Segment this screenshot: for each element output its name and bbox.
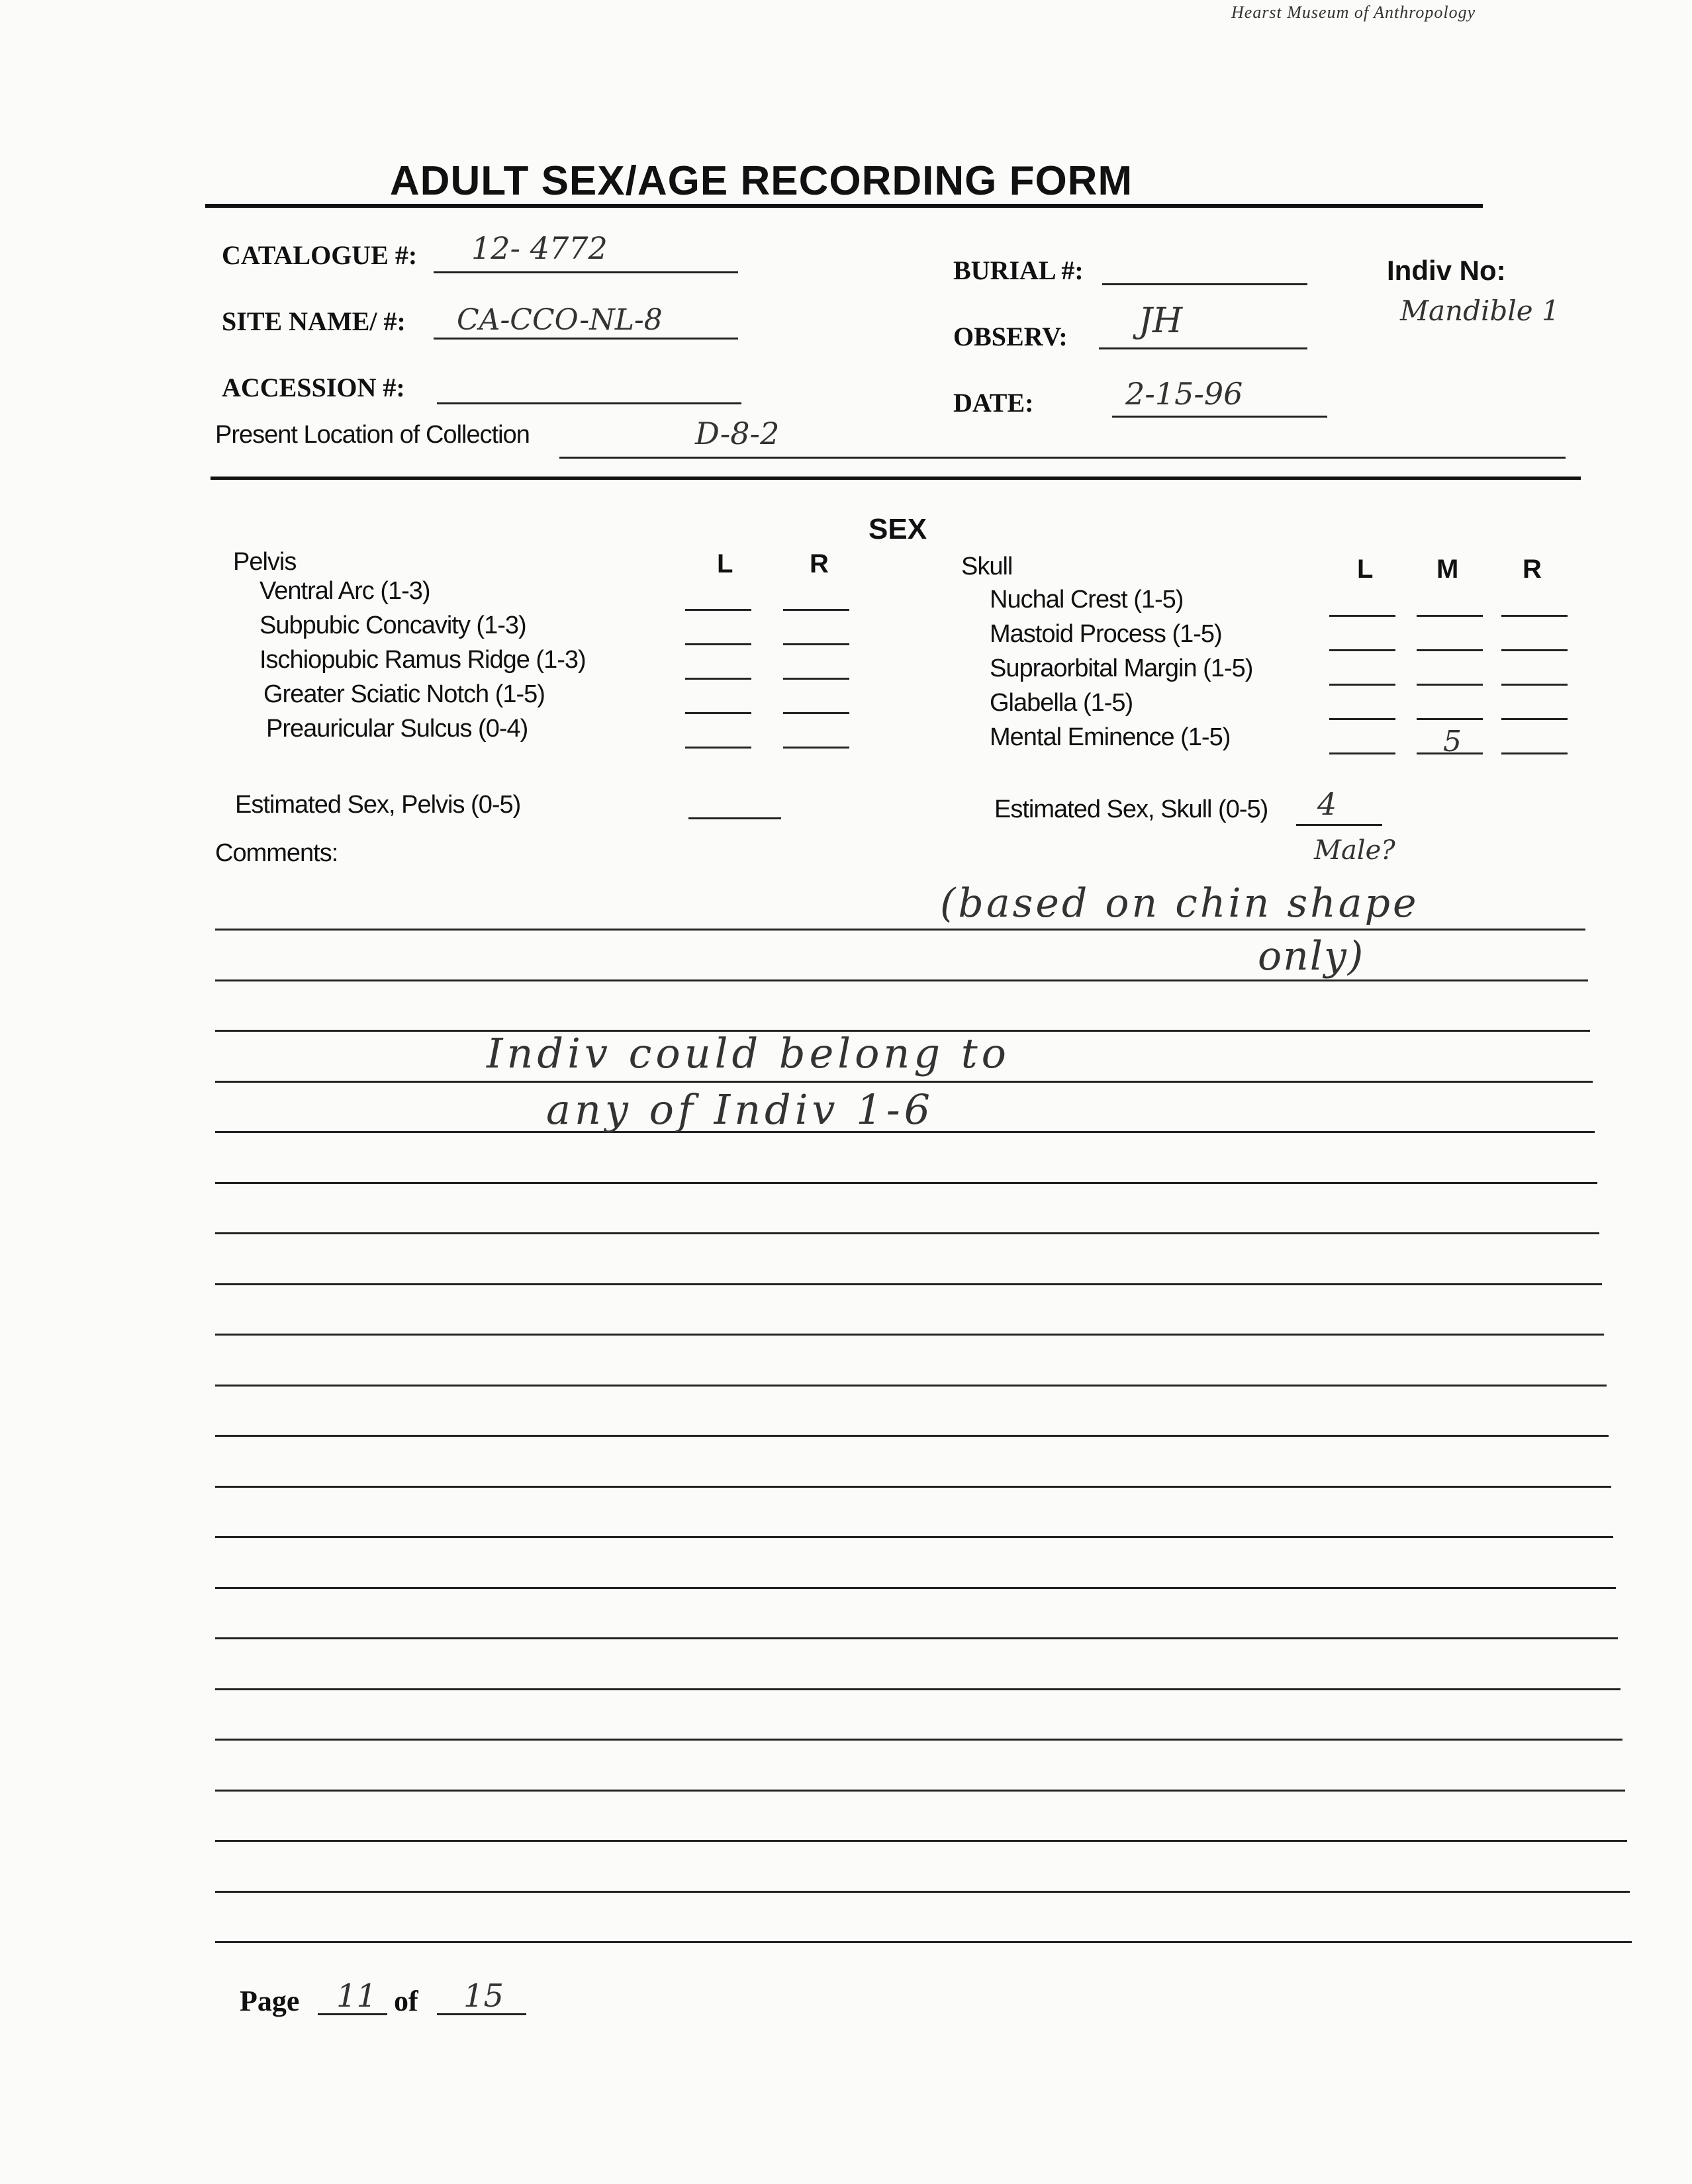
pelvis-l-field[interactable] (685, 643, 751, 645)
skull-label: Skull (961, 553, 1013, 580)
skull-m-field[interactable] (1417, 684, 1483, 686)
pelvis-r-field[interactable] (783, 678, 849, 680)
skull-col-r: R (1523, 555, 1542, 584)
pelvis-r-field[interactable] (783, 747, 849, 749)
pelvis-r-field[interactable] (783, 609, 849, 611)
comment-line[interactable] (215, 1334, 1604, 1336)
location-label: Present Location of Collection (215, 421, 530, 449)
skull-row-label: Glabella (1-5) (990, 689, 1133, 717)
comment-note-line1: (based on chin shape (940, 880, 1419, 927)
comment-line[interactable] (215, 1536, 1613, 1538)
sex-heading: SEX (869, 513, 927, 545)
page-of-label: of (394, 1985, 418, 2017)
date-value: 2-15-96 (1125, 376, 1243, 412)
comment-line[interactable] (215, 1688, 1621, 1690)
skull-row-label: Mastoid Process (1-5) (990, 620, 1222, 648)
comments-label: Comments: (215, 839, 338, 867)
comment-line[interactable] (215, 929, 1585, 931)
pelvis-row-label: Subpubic Concavity (1-3) (259, 612, 526, 639)
pelvis-l-field[interactable] (685, 747, 751, 749)
comment-line[interactable] (215, 1232, 1599, 1234)
pelvis-row-label: Ventral Arc (1-3) (259, 577, 430, 605)
accession-label: ACCESSION #: (222, 373, 405, 402)
burial-label: BURIAL #: (953, 255, 1084, 285)
estimated-sex-skull-label: Estimated Sex, Skull (0-5) (994, 796, 1268, 823)
pelvis-r-field[interactable] (783, 643, 849, 645)
comment-line[interactable] (215, 1941, 1632, 1943)
catalogue-field[interactable] (434, 271, 738, 273)
skull-r-field[interactable] (1501, 615, 1568, 617)
skull-row-label: Supraorbital Margin (1-5) (990, 655, 1253, 682)
skull-r-field[interactable] (1501, 718, 1568, 720)
accession-field[interactable] (437, 402, 741, 404)
indiv-label: Indiv No: (1387, 255, 1506, 286)
skull-col-l: L (1357, 555, 1374, 584)
comment-line[interactable] (215, 1182, 1597, 1184)
catalogue-label: CATALOGUE #: (222, 240, 418, 270)
skull-l-field[interactable] (1329, 649, 1395, 651)
location-field[interactable] (559, 457, 1566, 459)
estimated-sex-skull-value: 4 (1317, 786, 1337, 822)
comment-line[interactable] (215, 1435, 1609, 1437)
skull-m-field[interactable] (1417, 649, 1483, 651)
pelvis-l-field[interactable] (685, 678, 751, 680)
site-name-value: CA-CCO-NL-8 (457, 303, 663, 337)
estimated-sex-skull-note: Male? (1314, 835, 1395, 866)
museum-stamp: Hearst Museum of Anthropology (1231, 3, 1476, 22)
skull-r-field[interactable] (1501, 684, 1568, 686)
skull-m-field[interactable] (1417, 718, 1483, 720)
pelvis-row-label: Ischiopubic Ramus Ridge (1-3) (259, 646, 586, 674)
page-value: 11 (336, 1978, 377, 2015)
pelvis-r-field[interactable] (783, 712, 849, 714)
comment-line[interactable] (215, 1385, 1607, 1387)
skull-l-field[interactable] (1329, 684, 1395, 686)
site-name-label: SITE NAME/ #: (222, 306, 406, 336)
estimated-sex-pelvis-field[interactable] (688, 817, 781, 819)
skull-l-field[interactable] (1329, 752, 1395, 754)
comment-line[interactable] (215, 1739, 1622, 1741)
skull-col-m: M (1436, 555, 1459, 584)
comment-line[interactable] (215, 1840, 1627, 1842)
skull-r-field[interactable] (1501, 649, 1568, 651)
comment-note-line2: only) (1258, 933, 1365, 979)
skull-l-field[interactable] (1329, 718, 1395, 720)
comment-line[interactable] (215, 979, 1588, 981)
comment-line[interactable] (215, 1486, 1611, 1488)
comment-line[interactable] (215, 1891, 1630, 1893)
comment-line[interactable] (215, 1081, 1593, 1083)
catalogue-value: 12- 4772 (471, 230, 608, 266)
pelvis-col-r: R (810, 549, 829, 578)
skull-m-value: 5 (1443, 725, 1462, 758)
comment-line[interactable] (215, 1790, 1625, 1792)
estimated-sex-pelvis-label: Estimated Sex, Pelvis (0-5) (235, 791, 521, 819)
title-rule (205, 204, 1483, 208)
skull-l-field[interactable] (1329, 615, 1395, 617)
estimated-sex-skull-field[interactable] (1296, 824, 1382, 826)
date-field[interactable] (1112, 416, 1327, 418)
location-value: D-8-2 (695, 416, 780, 451)
burial-field[interactable] (1102, 283, 1307, 285)
date-label: DATE: (953, 388, 1034, 418)
observer-label: OBSERV: (953, 322, 1068, 351)
skull-row-label: Nuchal Crest (1-5) (990, 586, 1184, 614)
skull-row-label: Mental Eminence (1-5) (990, 723, 1231, 751)
form-title: ADULT SEX/AGE RECORDING FORM (389, 158, 1133, 204)
comment-line[interactable] (215, 1587, 1616, 1589)
observer-field[interactable] (1099, 347, 1307, 349)
site-name-field[interactable] (434, 338, 738, 340)
observer-value: JH (1139, 301, 1183, 341)
header-rule (211, 477, 1581, 480)
comment-text-line1: Indiv could belong to (487, 1029, 1010, 1077)
pelvis-col-l: L (717, 549, 733, 578)
pelvis-l-field[interactable] (685, 609, 751, 611)
pelvis-row-label: Preauricular Sulcus (0-4) (266, 715, 528, 743)
indiv-value: Mandible 1 (1400, 295, 1560, 327)
pelvis-row-label: Greater Sciatic Notch (1-5) (263, 680, 545, 708)
skull-m-field[interactable] (1417, 615, 1483, 617)
skull-r-field[interactable] (1501, 752, 1568, 754)
pelvis-label: Pelvis (233, 548, 297, 576)
pelvis-l-field[interactable] (685, 712, 751, 714)
comment-line[interactable] (215, 1283, 1602, 1285)
page-total-value: 15 (463, 1978, 504, 2015)
comment-line[interactable] (215, 1637, 1618, 1639)
comment-text-line2: any of Indiv 1-6 (546, 1085, 935, 1134)
page-label: Page (240, 1985, 300, 2017)
